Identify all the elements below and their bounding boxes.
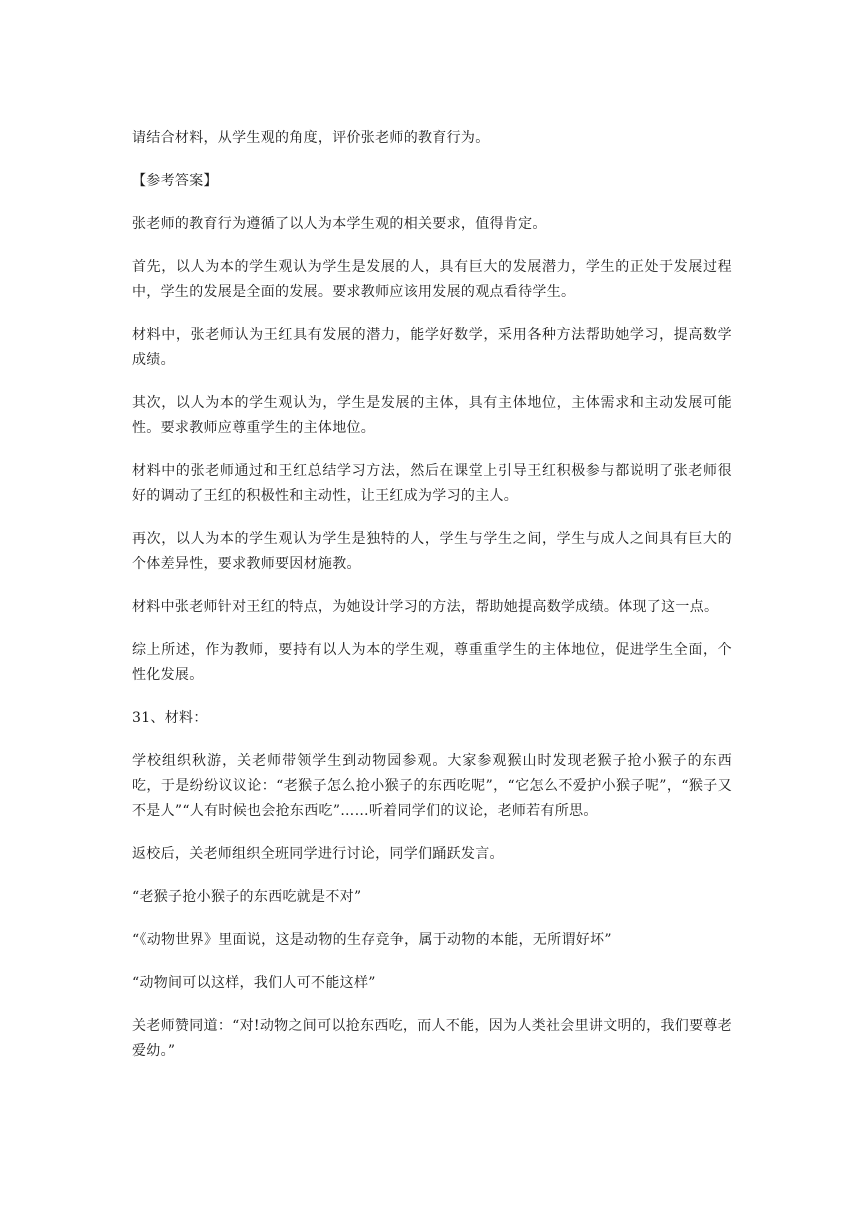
paragraph-point-second: 其次，以人为本的学生观认为，学生是发展的主体，具有主体地位，主体需求和主动发展可能性。要求教师应尊重学生的主体地位。: [132, 395, 732, 436]
paragraph-point-third: 再次，以人为本的学生观认为学生是独特的人，学生与学生之间，学生与成人之间具有巨大的个体差异性，要求教师要因材施教。: [132, 531, 732, 572]
paragraph-conclusion: 综上所述，作为教师，要持有以人为本的学生观，尊重重学生的主体地位，促进学生全面，个性化发展。: [132, 642, 732, 683]
paragraph-quote-three: “动物间可以这样，我们人可不能这样”: [132, 975, 376, 991]
paragraph-discussion-intro: 返校后，关老师组织全班同学进行讨论，同学们踊跃发言。: [132, 846, 504, 862]
paragraph-answer-summary: 张老师的教育行为遵循了以人为本学生观的相关要求，值得肯定。: [132, 216, 547, 232]
paragraph-answer-heading: 【参考答案】: [132, 173, 218, 189]
document-page: [132, 126, 732, 1082]
paragraph-material-first: 材料中，张老师认为王红具有发展的潜力，能学好数学，采用各种方法帮助她学习，提高数学成绩。: [132, 327, 732, 368]
paragraph-point-first: 首先，以人为本的学生观认为学生是发展的人，具有巨大的发展潜力，学生的正处于发展过程中，学生的发展是全面的发展。要求教师应该用发展的观点看待学生。: [132, 259, 732, 300]
paragraph-quote-one: “老猴子抢小猴子的东西吃就是不对”: [132, 889, 362, 905]
paragraph-material-third: 材料中张老师针对王红的特点，为她设计学习的方法，帮助她提高数学成绩。体现了这一点。: [132, 599, 719, 615]
paragraph-material-story: 学校组织秋游，关老师带领学生到动物园参观。大家参观猴山时发现老猴子抢小猴子的东西吃，于是纷纷议议论：“老猴子怎么抢小猴子的东西吃呢”，“它怎么不爱护小猴子呢”，“猴子又不是人”“人有时候也会抢东西吃”……听着同学们的议论，老师若有所思。: [132, 753, 732, 819]
paragraph-question: 请结合材料，从学生观的角度，评价张老师的教育行为。: [132, 130, 490, 146]
paragraph-teacher-response: 关老师赞同道：“对!动物之间可以抢东西吃，而人不能，因为人类社会里讲文明的，我们要尊老爱幼。”: [132, 1018, 732, 1059]
paragraph-question-31-label: 31、材料：: [132, 710, 208, 726]
paragraph-material-second: 材料中的张老师通过和王红总结学习方法，然后在课堂上引导王红积极参与都说明了张老师很好的调动了王红的积极性和主动性，让王红成为学习的主人。: [132, 463, 732, 504]
paragraph-quote-two: “《动物世界》里面说，这是动物的生存竞争，属于动物的本能，无所谓好坏”: [132, 932, 612, 948]
